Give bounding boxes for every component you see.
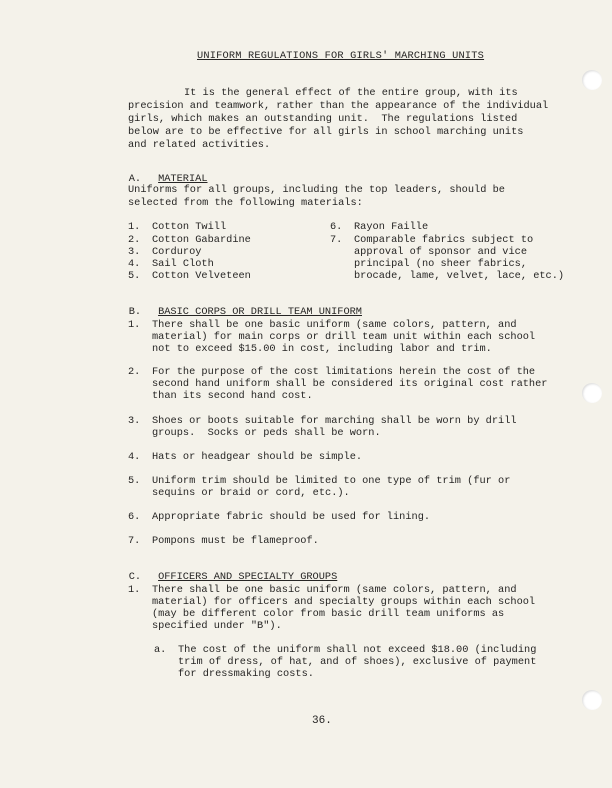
intro-line: below are to be effective for all girls in school marching units <box>128 126 524 138</box>
section-letter: B. <box>128 305 142 318</box>
subrule-text: for dressmaking costs. <box>178 668 314 680</box>
material-number: 1. <box>128 221 141 233</box>
intro-line: and related activities. <box>128 139 271 151</box>
rule-text: There shall be one basic uniform (same colors, pattern, and <box>152 319 517 331</box>
rule-number: 7. <box>128 535 141 547</box>
section-title: MATERIAL <box>158 172 208 185</box>
rule-number: 2. <box>128 366 141 378</box>
rule-text: There shall be one basic uniform (same colors, pattern, and <box>152 584 517 596</box>
material-item: Cotton Velveteen <box>152 270 251 282</box>
material-item: Sail Cloth <box>152 258 214 270</box>
material-number: 4. <box>128 258 141 270</box>
page-number: 36. <box>312 715 332 727</box>
section-letter: C. <box>128 570 142 583</box>
section-title: OFFICERS AND SPECIALTY GROUPS <box>158 570 338 583</box>
rule-number: 1. <box>128 319 141 331</box>
section-a-text: Uniforms for all groups, including the top leaders, should be <box>128 184 505 196</box>
rule-text: specified under "B"). <box>152 620 282 632</box>
material-number: 3. <box>128 246 141 258</box>
rule-text: Uniform trim should be limited to one type of trim (fur or <box>152 475 511 487</box>
rule-text: not to exceed $15.00 in cost, including labor and trim. <box>152 343 492 355</box>
rule-text: Hats or headgear should be simple. <box>152 451 363 463</box>
material-number: 7. <box>330 234 343 246</box>
page-title: UNIFORM REGULATIONS FOR GIRLS' MARCHING UNITS <box>197 50 485 62</box>
rule-number: 6. <box>128 511 141 523</box>
rule-text: For the purpose of the cost limitations herein the cost of the <box>152 366 536 378</box>
rule-text: (may be different color from basic drill team uniforms as <box>152 608 505 620</box>
rule-number: 3. <box>128 415 141 427</box>
binder-hole-middle <box>582 383 602 403</box>
rule-text: second hand uniform shall be considered its original cost rather <box>152 378 548 390</box>
rule-number: 5. <box>128 475 141 487</box>
rule-text: sequins or braid or cord, etc.). <box>152 487 350 499</box>
rule-text: than its second hand cost. <box>152 390 313 402</box>
material-item: Comparable fabrics subject to <box>354 234 534 246</box>
section-letter: A. <box>128 172 142 185</box>
material-number: 5. <box>128 270 141 282</box>
material-number: 6. <box>330 221 343 233</box>
binder-hole-top <box>582 70 602 90</box>
material-item: Rayon Faille <box>354 221 429 233</box>
material-item: Cotton Twill <box>152 221 227 233</box>
material-item: principal (no sheer fabrics, <box>354 258 528 270</box>
intro-line: It is the general effect of the entire group, with its <box>184 87 518 99</box>
material-item: brocade, lame, velvet, lace, etc.) <box>354 270 565 282</box>
material-number: 2. <box>128 234 141 246</box>
rule-number: 1. <box>128 584 141 596</box>
material-item: approval of sponsor and vice <box>354 246 528 258</box>
subrule-letter: a. <box>154 644 167 656</box>
material-item: Corduroy <box>152 246 202 258</box>
binder-hole-bottom <box>582 690 602 710</box>
material-item: Cotton Gabardine <box>152 234 251 246</box>
rule-number: 4. <box>128 451 141 463</box>
section-title: BASIC CORPS OR DRILL TEAM UNIFORM <box>158 305 362 318</box>
section-a-text: selected from the following materials: <box>128 197 363 209</box>
rule-text: Pompons must be flameproof. <box>152 535 319 547</box>
subrule-text: trim of dress, of hat, and of shoes), exclusive of payment <box>178 656 537 668</box>
intro-line: precision and teamwork, rather than the appearance of the individual <box>128 100 549 112</box>
rule-text: groups. Socks or peds shall be worn. <box>152 427 381 439</box>
rule-text: material) for officers and specialty groups within each school <box>152 596 536 608</box>
intro-line: girls, which makes an outstanding unit. The regulations listed <box>128 113 518 125</box>
rule-text: material) for main corps or drill team unit within each school <box>152 331 536 343</box>
subrule-text: The cost of the uniform shall not exceed $18.00 (including <box>178 644 537 656</box>
rule-text: Appropriate fabric should be used for lining. <box>152 511 431 523</box>
rule-text: Shoes or boots suitable for marching shall be worn by drill <box>152 415 517 427</box>
